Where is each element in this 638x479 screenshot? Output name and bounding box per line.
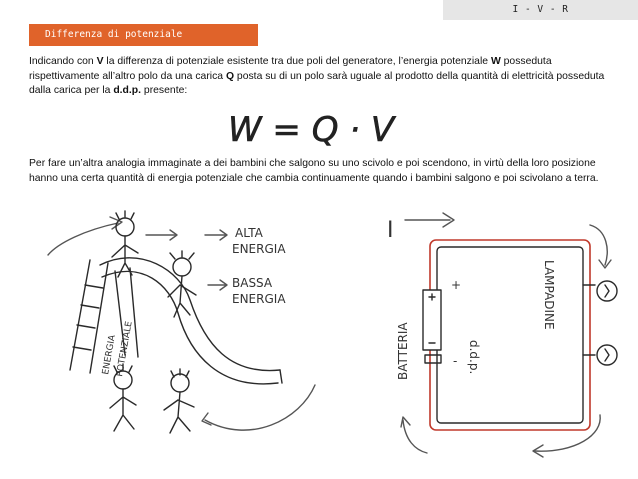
potential-energy-label-1: ENERGIA: [101, 334, 118, 376]
intro-paragraph: [29, 55, 609, 99]
battery-minus: -: [453, 354, 458, 368]
battery-plus: +: [451, 278, 462, 292]
kid-bottom-right-figure: [164, 369, 194, 433]
analogy-paragraph: Per fare un’altra analogia immaginate a dei bambini che salgono su uno scivolo e poi scendono, in virtù della loro posizione hanno una certa quantità di energia potenziale che cambia continuamente quando i bambini salgono e poi scivolano a terra.: [29, 158, 599, 184]
text-run: posseduta rispettivamente all’altro polo da una carica: [29, 56, 552, 82]
high-energy-label-2: ENERGIA: [232, 242, 286, 256]
text-run: la differenza di potenziale esistente tra due poli del generatore, l’energia potenziale: [103, 56, 491, 67]
text-run: presente:: [141, 85, 188, 97]
return-arrow-icon: [205, 385, 315, 430]
bold-q: Q: [225, 70, 235, 82]
lamp-label: LAMPADINE: [542, 260, 556, 330]
battery-label: BATTERIA: [396, 322, 410, 380]
bold-ddp: d.d.p.: [113, 85, 142, 97]
text-run: Indicando con: [29, 56, 97, 67]
slide-tag: I - V - R: [443, 0, 638, 20]
circuit-wire: [430, 240, 590, 430]
slide-illustration: [30, 205, 330, 467]
current-symbol: I: [387, 218, 394, 243]
up-arrow-icon: [48, 223, 118, 255]
battery: [423, 290, 441, 363]
text-run: posta su di un polo sarà uguale al prodotto della quantità di elettricità posseduta dalla carica per la: [29, 70, 605, 97]
high-energy-label-1: ALTA: [235, 226, 263, 240]
kid-top-figure: [112, 211, 138, 277]
bold-v: V: [96, 56, 104, 67]
ddp-label: d.d.p.: [467, 340, 481, 375]
potential-energy-label-2: POTENZIALE: [115, 320, 135, 378]
low-energy-label-1: BASSA: [232, 276, 273, 290]
low-energy-label-2: ENERGIA: [232, 292, 286, 306]
lamp-top: [583, 281, 617, 301]
lamp-bottom: [583, 345, 617, 365]
handwritten-formula: [220, 103, 410, 153]
formula-text: W = Q · V: [228, 110, 395, 150]
circuit-illustration: [355, 205, 620, 467]
bold-w: W: [490, 56, 501, 67]
section-title: Differenza di potenziale: [29, 24, 258, 46]
left-flow-arrow-icon: [403, 420, 427, 453]
right-flow-arrow-icon: [590, 225, 607, 265]
